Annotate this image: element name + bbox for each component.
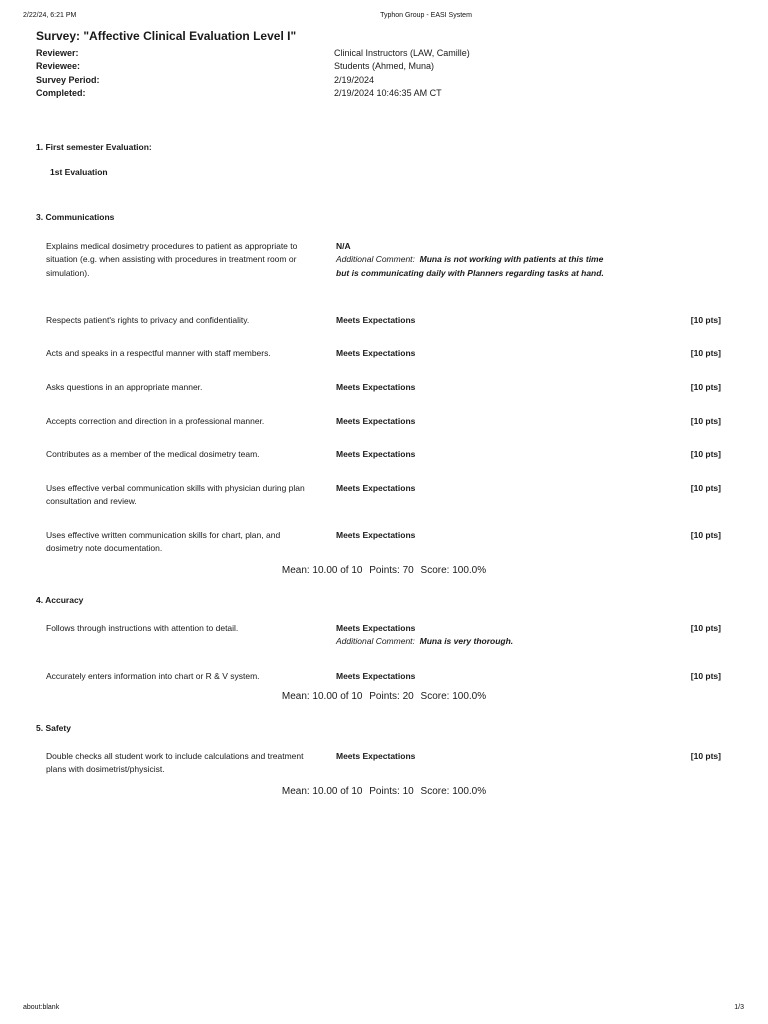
question-answer	[336, 240, 616, 280]
completed-label: Completed:	[36, 87, 86, 98]
section-title: 3. Communications	[36, 212, 115, 222]
question-text: Accepts correction and direction in a professional manner.	[46, 416, 265, 426]
question-rating: Meets Expectations	[336, 416, 416, 426]
stats-score: Score: 100.0%	[420, 786, 487, 797]
reviewee-row	[36, 60, 470, 73]
question-text: Accurately enters information into chart or R & V system.	[46, 671, 260, 681]
section-subtitle: 1st Evaluation	[50, 167, 108, 177]
print-url: about:blank	[23, 1004, 60, 1011]
question-points: [10 pts]	[690, 348, 721, 358]
comment-label: Additional Comment:	[336, 636, 415, 647]
question-points: [10 pts]	[690, 315, 721, 325]
question-rating: Meets Expectations	[336, 751, 416, 761]
question-rating: Meets Expectations	[336, 315, 416, 325]
comment-text: Muna is very thorough.	[419, 636, 514, 647]
question-text: Uses effective written communication skills for chart, plan, and dosimetry note documentation.	[46, 530, 281, 554]
reviewer-row	[36, 47, 470, 60]
question-comment	[336, 635, 616, 648]
stats-score: Score: 100.0%	[420, 565, 487, 576]
comment-text: Muna is not working with patients at this time but is communicating daily with Planners regarding tasks at hand.	[336, 254, 604, 278]
completed-value: 2/19/2024 10:46:35 AM CT	[334, 87, 442, 98]
section-stats	[0, 691, 768, 702]
question-points: [10 pts]	[690, 623, 721, 633]
question-rating: Meets Expectations	[336, 449, 416, 459]
stats-points: Points: 10	[369, 786, 414, 797]
section-stats	[0, 565, 768, 576]
question-rating: Meets Expectations	[336, 382, 416, 392]
period-label: Survey Period:	[36, 74, 100, 85]
print-page-title: Typhon Group - EASI System	[380, 12, 472, 19]
question-text: Asks questions in an appropriate manner.	[46, 382, 203, 392]
period-row	[36, 74, 470, 87]
stats-score: Score: 100.0%	[420, 691, 487, 702]
question-rating: Meets Expectations	[336, 623, 416, 633]
reviewer-value: Clinical Instructors (LAW, Camille)	[334, 48, 470, 58]
stats-points: Points: 20	[369, 691, 414, 702]
question-answer	[336, 622, 616, 649]
stats-mean: Mean: 10.00 of 10	[281, 565, 363, 576]
question-points: [10 pts]	[690, 751, 721, 761]
stats-points: Points: 70	[369, 565, 414, 576]
reviewee-label: Reviewee:	[36, 61, 81, 72]
question-rating: Meets Expectations	[336, 483, 416, 493]
question-points: [10 pts]	[690, 382, 721, 392]
question-points: [10 pts]	[690, 449, 721, 459]
question-text: Explains medical dosimetry procedures to patient as appropriate to situation (e.g. when assisting with procedures in treatment room or simulation).	[46, 241, 298, 278]
question-text: Acts and speaks in a respectful manner with staff members.	[46, 348, 271, 358]
question-rating: Meets Expectations	[336, 671, 416, 681]
question-points: [10 pts]	[690, 416, 721, 426]
survey-meta	[36, 47, 470, 100]
print-page-number: 1/3	[734, 1004, 744, 1011]
print-datetime: 2/22/24, 6:21 PM	[23, 12, 77, 19]
section-title: 4. Accuracy	[36, 595, 84, 605]
question-text: Respects patient's rights to privacy and confidentiality.	[46, 315, 250, 325]
question-text: Follows through instructions with attention to detail.	[46, 623, 239, 633]
section-title: 1. First semester Evaluation:	[36, 142, 152, 152]
question-rating: Meets Expectations	[336, 530, 416, 540]
section-title: 5. Safety	[36, 723, 71, 733]
question-rating: N/A	[336, 241, 351, 251]
reviewer-label: Reviewer:	[36, 48, 79, 58]
section-stats	[0, 786, 768, 797]
question-rating: Meets Expectations	[336, 348, 416, 358]
question-points: [10 pts]	[690, 671, 721, 681]
question-points: [10 pts]	[690, 483, 721, 493]
survey-title: Survey: "Affective Clinical Evaluation Level I"	[36, 29, 297, 43]
reviewee-value: Students (Ahmed, Muna)	[334, 61, 435, 72]
question-text: Double checks all student work to include calculations and treatment plans with dosimetrist/physicist.	[46, 751, 304, 775]
stats-mean: Mean: 10.00 of 10	[281, 691, 363, 702]
completed-row	[36, 87, 470, 100]
comment-label: Additional Comment:	[336, 254, 415, 265]
period-value: 2/19/2024	[334, 74, 375, 85]
question-points: [10 pts]	[690, 530, 721, 540]
question-text: Contributes as a member of the medical dosimetry team.	[46, 449, 260, 459]
question-comment	[336, 253, 616, 280]
stats-mean: Mean: 10.00 of 10	[281, 786, 363, 797]
question-text: Uses effective verbal communication skills with physician during plan consultation and review.	[46, 483, 305, 507]
